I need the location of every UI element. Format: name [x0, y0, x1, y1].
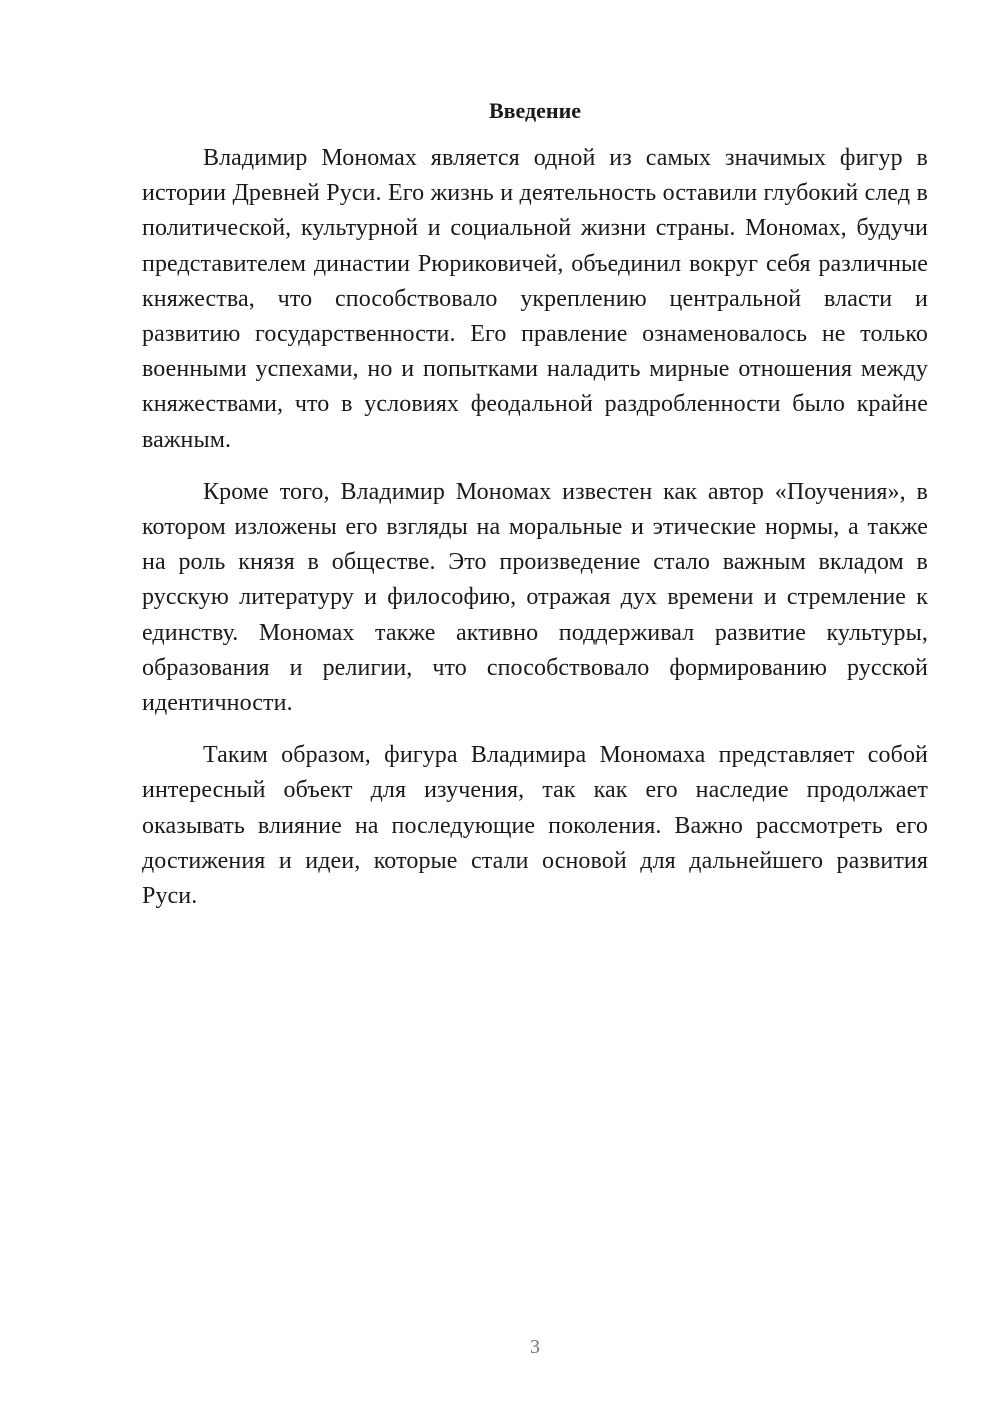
paragraph-1: Владимир Мономах является одной из самых значимых фигур в истории Древней Руси. Его жизнь и деятельность оставили глубокий след в политической, культурной и социальной жизни страны. Мономах, будучи представителем династии Рюриковичей, объединил вокруг себя различные княжества, что способствовало укреплению центральной власти и развитию государственности. Его правление ознаменовалось не только военными успехами, но и попытками наладить мирные отношения между княжествами, что в условиях феодальной раздробленности было крайне важным.: [142, 145, 928, 453]
paragraph-2: Кроме того, Владимир Мономах известен как автор «Поучения», в котором изложены его взгляды на моральные и этические нормы, а также на роль князя в обществе. Это произведение стало важным вкладом в русскую литературу и философию, отражая дух времени и стремление к единству. Мономах также активно поддерживал развитие культуры, образования и религии, что способствовало формированию русской идентичности.: [142, 478, 928, 717]
paragraph-3: Таким образом, фигура Владимира Мономаха представляет собой интересный объект для изучения, так как его наследие продолжает оказывать влияние на последующие поколения. Важно рассмотреть его достижения и идеи, которые стали основой для дальнейшего развития Руси.: [142, 742, 928, 910]
body-text: [142, 141, 928, 914]
page-title: Введение: [488, 98, 582, 123]
page-number: 3: [530, 1336, 540, 1358]
